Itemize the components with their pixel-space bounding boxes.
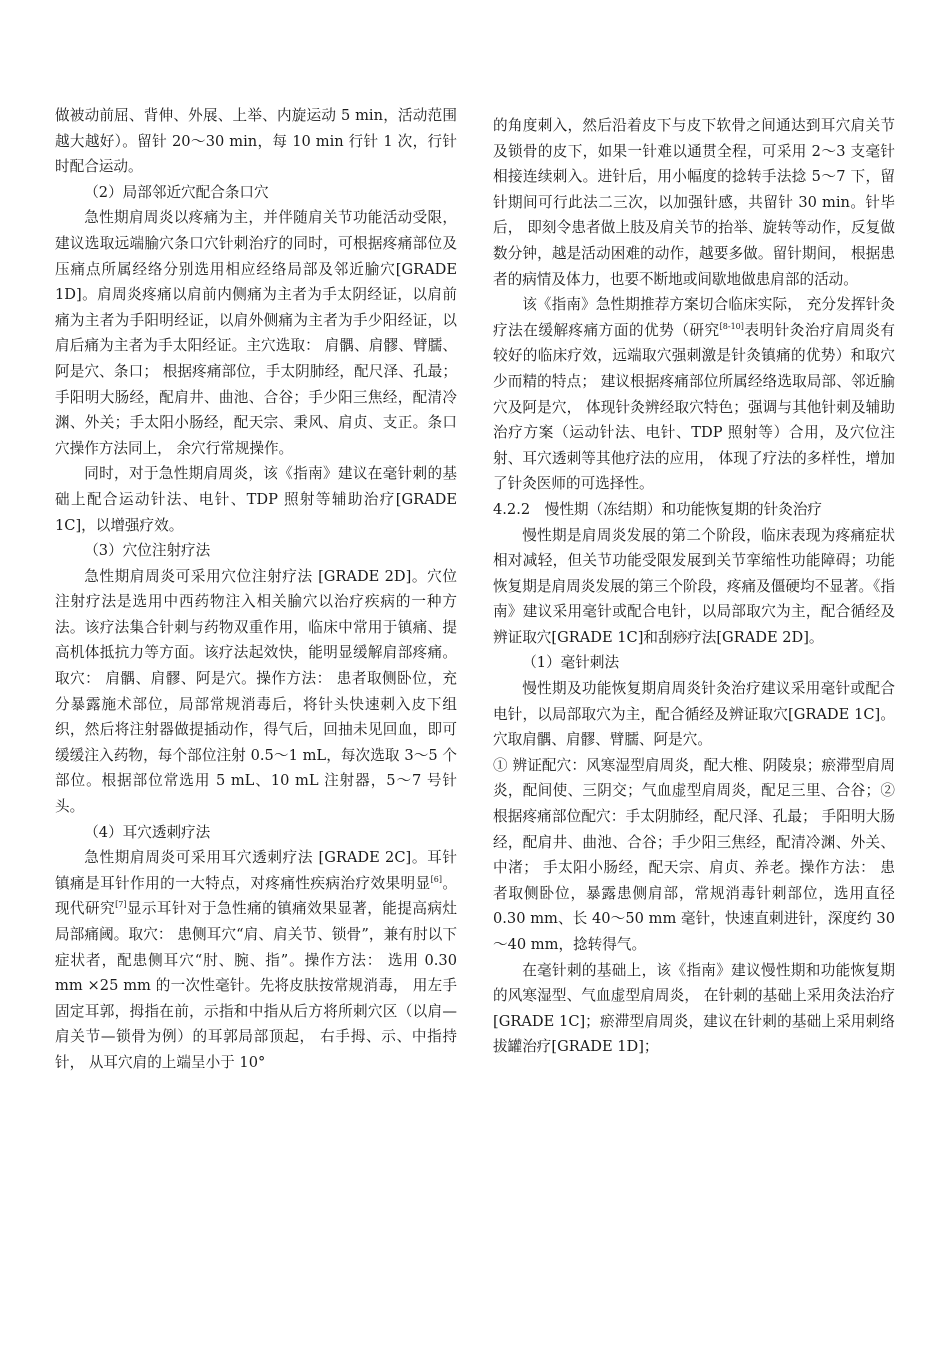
paragraph: 做被动前屈、背伸、外展、上举、内旋运动 5 min，活动范围越大越好）。留针 20～30 min，每 10 min 行针 1 次，行针时配合运动。: [55, 107, 457, 176]
subheading-acupoint-injection: （3）穴位注射疗法: [84, 542, 211, 560]
text-run: 该《指南》急性期推荐方案切合临床实际， 充分发挥针灸疗法在缓解疼痛方面的优势（研究: [493, 296, 895, 339]
paragraph: 在毫针刺的基础上，该《指南》建议慢性期和功能恢复期的风寒湿型、气血虚型肩周炎， 在针刺的基础上采用灸法治疗[GRADE 1C]；瘀滞型肩周炎，建议在针刺的基础上采用刺络拔罐治疗[GRADE 1D]；: [493, 961, 895, 1056]
citation-ref: [7]: [115, 900, 127, 910]
paragraph: 急性期肩周炎可采用穴位注射疗法 [GRADE 2D]。穴位注射疗法是选用中西药物注入相关腧穴以治疗疾病的一种方法。该疗法集合针刺与药物双重作用，临床中常用于镇痛、提高机体抵抗力等方面。该疗法起效快，能明显缓解肩部疼痛。取穴： 肩髃、肩髎、阿是穴。操作方法： 患者取侧卧位，充分暴露施术部位，局部常规消毒后，将针头快速刺入皮下组织，然后将注射器做提插动作，得气后，回抽未见回血，即可缓缓注入药物，每个部位注射 0.5～1 mL，每次选取 3～5 个部位。根据部位常选用 5 mL、10 mL 注射器，5～7 号针头。: [55, 567, 457, 816]
paragraph: 急性期肩周炎以疼痛为主，并伴随肩关节功能活动受限，建议选取远端腧穴条口穴针刺治疗的同时，可根据疼痛部位及压痛点所属经络分别选用相应经络局部及邻近腧穴[GRADE 1D]。肩周炎疼痛以肩前内侧痛为主者为手太阴经证，以肩前痛为主者为手阳明经证，以肩外侧痛为主者为手少阳经证，以肩后痛为主者为手太阳经证。主穴选取： 肩髃、肩髎、臂臑、阿是穴、条口； 根据疼痛部位，手太阴肺经，配尺泽、孔最；手阳明大肠经，配肩井、曲池、合谷；手少阳三焦经，配清冷渊、外关；手太阳小肠经，配天宗、秉风、肩贞、支正。条口穴操作方法同上， 余穴行常规操作。: [55, 209, 457, 457]
text-run: 显示耳针对于急性痛的镇痛效果显著，能提高病灶局部痛阈。取穴： 患侧耳穴“肩、肩关节、锁骨”，兼有肘以下症状者，配患侧耳穴“肘、腕、指”。操作方法： 选用 0.30 mm ×25 mm 的一次性毫针。先将皮肤按常规消毒， 用左手固定耳郭，拇指在前，示指和中指从后方将所刺穴区（以肩—肩关节—锁骨为例）的耳郭局部顶起， 右手拇、示、中指持针， 从耳穴肩的上端呈小于 10°: [55, 900, 457, 1071]
paragraph: [493, 292, 895, 497]
left-column: [55, 103, 457, 1076]
subheading-ear-acupuncture: （4）耳穴透刺疗法: [84, 823, 211, 841]
text-run: 急性期肩周炎可采用耳穴透刺疗法 [GRADE 2C]。耳针镇痛是耳针作用的一大特点，对疼痛性疾病治疗效果明显: [55, 849, 457, 892]
paragraph: ① 辨证配穴：风寒湿型肩周炎，配大椎、阴陵泉；瘀滞型肩周炎，配间使、三阴交；气血虚型肩周炎，配足三里、合谷；②根据疼痛部位配穴：手太阴肺经，配尺泽、孔最； 手阳明大肠经，配肩井、曲池、合谷；手少阳三焦经，配清冷渊、外关、中渚； 手太阳小肠经，配天宗、肩贞、养老。操作方法： 患者取侧卧位，暴露患侧肩部，常规消毒针刺部位，选用直径 0.30 mm、长 40～50 mm 毫针，快速直刺进针，深度约 30～40 mm，捻转得气。: [493, 756, 895, 953]
subheading-filiform-needle: （1）毫针刺法: [522, 654, 620, 672]
paragraph: [55, 845, 457, 1075]
paragraph: 的角度刺入，然后沿着皮下与皮下软骨之间通达到耳穴肩关节及锁骨的皮下，如果一针难以通贯全程，可采用 2～3 支毫针相接连续刺入。进针后，用小幅度的捻转手法捻 5～7 下，留针期间可行此法二三次，以加强针感，共留针 30 min。针毕后， 即刻令患者做上肢及肩关节的抬举、旋转等动作，反复做数分钟，越是活动困难的动作，越要多做。留针期间， 根据患者的病情及体力，也要不断地或间歇地做患肩部的活动。: [493, 117, 895, 288]
citation-ref: [6]: [430, 874, 442, 884]
citation-ref: [8-10]: [719, 321, 744, 331]
text-run: 表明针灸治疗肩周炎有较好的临床疗效，远端取穴强刺激是针灸镇痛的优势）和取穴少而精的特点； 建议根据疼痛部位所属经络选取局部、邻近腧穴及阿是穴， 体现针灸辨经取穴特色；强调与其他针刺及辅助治疗方案（运动针法、电针、TDP 照射等）合用，及穴位注射、耳穴透刺等其他疗法的应用， 体现了疗法的多样性，增加了针灸医师的可选择性。: [493, 321, 895, 493]
section-heading: 4.2.2 慢性期（冻结期）和功能恢复期的针灸治疗: [493, 500, 823, 518]
right-column: [493, 113, 895, 1060]
paragraph: 慢性期是肩周炎发展的第二个阶段，临床表现为疼痛症状相对减轻，但关节功能受限发展到关节挛缩性功能障碍；功能恢复期是肩周炎发展的第三个阶段，疼痛及僵硬均不显著。《指南》建议采用毫针或配合电针，以局部取穴为主，配合循经及辨证取穴[GRADE 1C]和刮痧疗法[GRADE 2D]。: [493, 526, 895, 646]
paragraph: 同时，对于急性期肩周炎，该《指南》建议在毫针刺的基础上配合运动针法、电针、TDP 照射等辅助治疗[GRADE 1C]，以增强疗效。: [55, 465, 457, 534]
text-run: 。现代研究: [55, 874, 457, 918]
subheading-local-points: （2）局部邻近穴配合条口穴: [84, 183, 269, 201]
paragraph: 慢性期及功能恢复期肩周炎针灸治疗建议采用毫针或配合电针，以局部取穴为主，配合循经及辨证取穴[GRADE 1C]。穴取肩髃、肩髎、臂臑、阿是穴。: [493, 680, 895, 749]
